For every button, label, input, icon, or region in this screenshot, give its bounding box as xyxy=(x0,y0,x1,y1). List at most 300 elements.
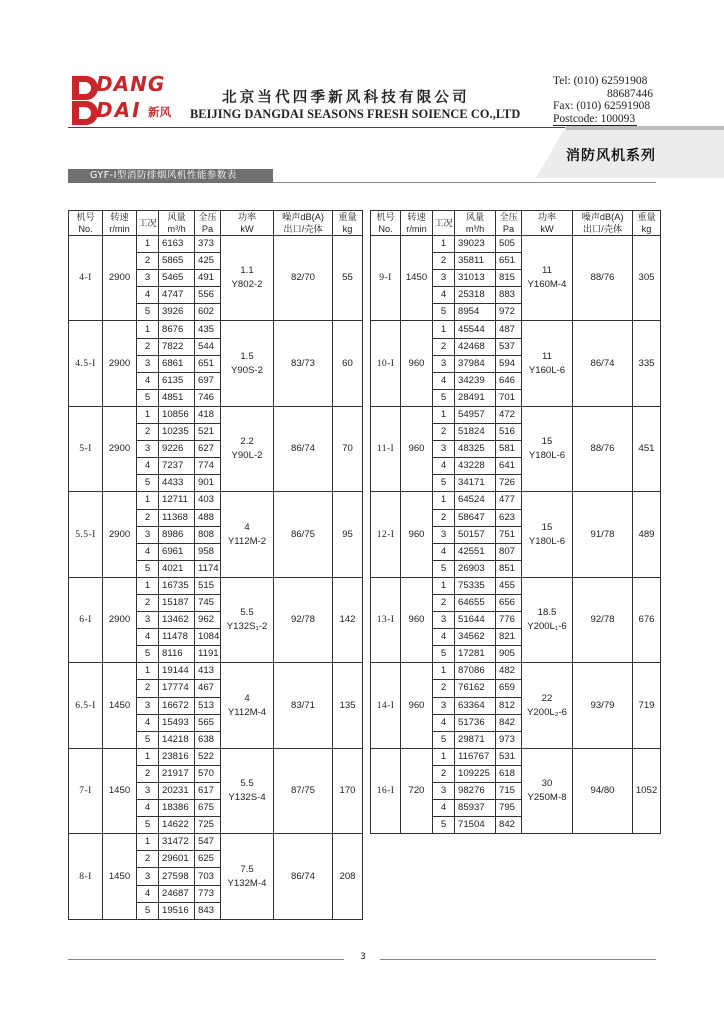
airflow-value: 23816 xyxy=(159,748,195,765)
left-header-power-line: kW xyxy=(240,224,254,234)
condition-index: 5 xyxy=(137,902,159,919)
right-header-model-line: No. xyxy=(378,224,393,234)
right-header-noise-line: 出口/壳体 xyxy=(582,224,623,234)
motor-model: Y802-2 xyxy=(231,279,263,291)
airflow-value: 34239 xyxy=(455,372,496,389)
power-kw: 11 xyxy=(542,265,552,277)
pressure-value: 638 xyxy=(195,731,221,748)
airflow-value: 31013 xyxy=(455,270,496,287)
airflow-value: 42468 xyxy=(455,338,496,355)
left-header-model xyxy=(69,211,103,236)
model-number: 13-I xyxy=(371,577,401,662)
condition-index: 3 xyxy=(433,355,455,372)
pressure-value: 544 xyxy=(195,338,221,355)
airflow-value: 51736 xyxy=(455,714,496,731)
condition-index: 3 xyxy=(137,526,159,543)
motor-model: Y200L₂-6 xyxy=(527,706,567,718)
condition-index: 3 xyxy=(433,270,455,287)
power-kw: 4 xyxy=(244,692,250,704)
right-header-power-line: kW xyxy=(540,224,554,234)
model-number: 12-I xyxy=(371,492,401,577)
airflow-value: 85937 xyxy=(455,800,496,817)
condition-index: 2 xyxy=(433,253,455,270)
airflow-value: 87086 xyxy=(455,663,496,680)
condition-index: 4 xyxy=(137,458,159,475)
rotation-speed: 1450 xyxy=(103,834,137,919)
table-row xyxy=(69,236,363,253)
condition-index: 5 xyxy=(433,389,455,406)
condition-index: 2 xyxy=(433,680,455,697)
left-header-power xyxy=(221,211,274,236)
pressure-value: 659 xyxy=(496,680,522,697)
power-cell xyxy=(221,663,274,748)
pressure-value: 425 xyxy=(195,253,221,270)
page-number: 3 xyxy=(360,952,366,962)
pressure-value: 812 xyxy=(496,697,522,714)
weight-value: 719 xyxy=(633,663,661,748)
condition-index: 4 xyxy=(137,543,159,560)
condition-index: 5 xyxy=(433,817,455,834)
motor-model: Y112M-4 xyxy=(227,706,267,718)
power-kw: 5.5 xyxy=(240,778,254,790)
condition-index: 3 xyxy=(137,868,159,885)
model-number: 5.5-I xyxy=(69,492,103,577)
power-cell xyxy=(522,492,573,577)
condition-index: 5 xyxy=(137,817,159,834)
condition-index: 3 xyxy=(433,697,455,714)
airflow-value: 7822 xyxy=(159,338,195,355)
pressure-value: 531 xyxy=(496,748,522,765)
pressure-value: 905 xyxy=(496,646,522,663)
left-header-noise xyxy=(274,211,333,236)
airflow-value: 27598 xyxy=(159,868,195,885)
model-number: 11-I xyxy=(371,406,401,491)
motor-model: Y200L₁-6 xyxy=(527,621,567,633)
pressure-value: 851 xyxy=(496,560,522,577)
pressure-value: 556 xyxy=(195,287,221,304)
condition-index: 2 xyxy=(433,765,455,782)
airflow-value: 26903 xyxy=(455,560,496,577)
pressure-value: 651 xyxy=(195,355,221,372)
rotation-speed: 1450 xyxy=(401,236,433,321)
noise-value: 86/74 xyxy=(573,321,633,406)
left-header-weight xyxy=(333,211,363,236)
pressure-value: 808 xyxy=(195,526,221,543)
airflow-value: 12711 xyxy=(159,492,195,509)
airflow-value: 3926 xyxy=(159,304,195,321)
motor-model: Y160L-6 xyxy=(528,364,566,376)
right-header-condition-line: 工况 xyxy=(434,218,453,228)
motor-model: Y160M-4 xyxy=(527,279,567,291)
power-kw: 15 xyxy=(541,521,553,533)
pressure-value: 646 xyxy=(496,372,522,389)
pressure-value: 641 xyxy=(496,458,522,475)
logo-text-dang: DANG xyxy=(96,72,166,96)
right-header-speed xyxy=(401,211,433,236)
noise-value: 87/75 xyxy=(274,748,333,833)
airflow-value: 25318 xyxy=(455,287,496,304)
right-header-noise-line: 噪声dB(A) xyxy=(581,212,624,222)
pressure-value: 467 xyxy=(195,680,221,697)
power-kw: 1.1 xyxy=(240,265,254,277)
pressure-value: 482 xyxy=(496,663,522,680)
model-number: 4-I xyxy=(69,236,103,321)
left-header-noise-line: 噪声dB(A) xyxy=(282,212,324,222)
airflow-value: 8676 xyxy=(159,321,195,338)
footer-rule-left xyxy=(68,959,344,960)
weight-value: 95 xyxy=(333,492,363,577)
model-number: 10-I xyxy=(371,321,401,406)
airflow-value: 11368 xyxy=(159,509,195,526)
airflow-value: 64524 xyxy=(455,492,496,509)
right-header-power-line: 功率 xyxy=(537,212,557,222)
power-kw: 2.2 xyxy=(240,436,254,448)
left-header-speed-line: r/min xyxy=(109,224,130,234)
left-header-airflow-line: m³/h xyxy=(167,224,186,234)
power-kw: 11 xyxy=(542,350,552,362)
condition-index: 1 xyxy=(433,406,455,423)
pressure-value: 487 xyxy=(496,321,522,338)
airflow-value: 98276 xyxy=(455,783,496,800)
pressure-value: 1191 xyxy=(195,646,221,663)
pressure-value: 1174 xyxy=(195,560,221,577)
condition-index: 1 xyxy=(433,321,455,338)
pressure-value: 962 xyxy=(195,612,221,629)
airflow-value: 16672 xyxy=(159,697,195,714)
condition-index: 5 xyxy=(137,475,159,492)
condition-index: 2 xyxy=(137,509,159,526)
pressure-value: 807 xyxy=(496,543,522,560)
table-row xyxy=(371,321,661,338)
airflow-value: 51644 xyxy=(455,612,496,629)
series-band-top xyxy=(566,126,724,130)
weight-value: 335 xyxy=(633,321,661,406)
motor-model: Y132M-4 xyxy=(227,877,267,889)
right-header-row xyxy=(371,211,661,236)
table-row xyxy=(371,492,661,509)
condition-index: 2 xyxy=(433,509,455,526)
model-number: 7-I xyxy=(69,748,103,833)
pressure-value: 701 xyxy=(496,389,522,406)
noise-value: 82/70 xyxy=(274,236,333,321)
power-cell xyxy=(522,663,573,748)
pressure-value: 1084 xyxy=(195,629,221,646)
table-row xyxy=(69,321,363,338)
condition-index: 1 xyxy=(137,577,159,594)
condition-index: 5 xyxy=(433,646,455,663)
airflow-value: 4851 xyxy=(159,389,195,406)
pressure-value: 842 xyxy=(496,817,522,834)
weight-value: 60 xyxy=(333,321,363,406)
weight-value: 55 xyxy=(333,236,363,321)
pressure-value: 565 xyxy=(195,714,221,731)
right-header-noise xyxy=(573,211,633,236)
noise-value: 88/76 xyxy=(573,406,633,491)
noise-value: 93/79 xyxy=(573,663,633,748)
airflow-value: 8954 xyxy=(455,304,496,321)
rotation-speed: 2900 xyxy=(103,236,137,321)
power-kw: 5.5 xyxy=(240,607,254,619)
condition-index: 3 xyxy=(137,270,159,287)
condition-index: 3 xyxy=(433,441,455,458)
airflow-value: 19144 xyxy=(159,663,195,680)
pressure-value: 656 xyxy=(496,594,522,611)
airflow-value: 4747 xyxy=(159,287,195,304)
model-number: 6-I xyxy=(69,577,103,662)
condition-index: 4 xyxy=(433,800,455,817)
right-header-power xyxy=(522,211,573,236)
condition-index: 3 xyxy=(137,612,159,629)
model-number: 14-I xyxy=(371,663,401,748)
condition-index: 4 xyxy=(137,287,159,304)
rotation-speed: 720 xyxy=(401,748,433,833)
airflow-value: 15187 xyxy=(159,594,195,611)
pressure-value: 513 xyxy=(195,697,221,714)
pressure-value: 627 xyxy=(195,441,221,458)
left-header-airflow-line: 风量 xyxy=(167,212,186,222)
condition-index: 3 xyxy=(137,783,159,800)
pressure-value: 725 xyxy=(195,817,221,834)
noise-value: 83/73 xyxy=(274,321,333,406)
airflow-value: 35811 xyxy=(455,253,496,270)
condition-index: 4 xyxy=(137,885,159,902)
table-row xyxy=(371,663,661,680)
condition-index: 1 xyxy=(433,492,455,509)
motor-model: Y250M-8 xyxy=(527,792,567,804)
condition-index: 4 xyxy=(137,372,159,389)
condition-index: 3 xyxy=(433,783,455,800)
condition-index: 4 xyxy=(137,714,159,731)
airflow-value: 63364 xyxy=(455,697,496,714)
logo-tag: 新风 xyxy=(148,105,171,119)
airflow-value: 109225 xyxy=(455,765,496,782)
right-header-weight-line: 重量 xyxy=(637,212,656,222)
airflow-value: 16735 xyxy=(159,577,195,594)
right-header-model xyxy=(371,211,401,236)
pressure-value: 843 xyxy=(195,902,221,919)
motor-model: Y90S-2 xyxy=(231,364,263,376)
left-header-noise-line: 出口/壳体 xyxy=(283,224,323,234)
pressure-value: 821 xyxy=(496,629,522,646)
noise-value: 86/75 xyxy=(274,492,333,577)
left-header-model-line: No. xyxy=(78,224,93,234)
weight-value: 1052 xyxy=(633,748,661,833)
rotation-speed: 2900 xyxy=(103,492,137,577)
condition-index: 5 xyxy=(137,560,159,577)
condition-index: 5 xyxy=(433,560,455,577)
contact-postcode: Postcode: 100093 xyxy=(553,112,636,125)
pressure-value: 581 xyxy=(496,441,522,458)
airflow-value: 48325 xyxy=(455,441,496,458)
left-header-weight-line: kg xyxy=(342,224,353,234)
condition-index: 4 xyxy=(137,800,159,817)
airflow-value: 34562 xyxy=(455,629,496,646)
pressure-value: 618 xyxy=(496,765,522,782)
airflow-value: 34171 xyxy=(455,475,496,492)
pressure-value: 958 xyxy=(195,543,221,560)
logo-text-dai: DAI xyxy=(96,98,142,122)
airflow-value: 29871 xyxy=(455,731,496,748)
noise-value: 92/78 xyxy=(274,577,333,662)
pressure-value: 472 xyxy=(496,406,522,423)
condition-index: 1 xyxy=(433,577,455,594)
power-cell xyxy=(221,748,274,833)
power-kw: 1.5 xyxy=(240,350,254,362)
noise-value: 86/74 xyxy=(274,834,333,919)
table-row xyxy=(371,577,661,594)
pressure-value: 776 xyxy=(496,612,522,629)
left-header-airflow xyxy=(159,211,195,236)
pressure-value: 815 xyxy=(496,270,522,287)
airflow-value: 6961 xyxy=(159,543,195,560)
pressure-value: 901 xyxy=(195,475,221,492)
rotation-speed: 1450 xyxy=(103,663,137,748)
airflow-value: 54957 xyxy=(455,406,496,423)
power-cell xyxy=(522,577,573,662)
condition-index: 1 xyxy=(433,663,455,680)
airflow-value: 58647 xyxy=(455,509,496,526)
weight-value: 676 xyxy=(633,577,661,662)
series-title: 消防风机系列 xyxy=(566,148,656,164)
pressure-value: 651 xyxy=(496,253,522,270)
condition-index: 1 xyxy=(433,236,455,253)
condition-index: 4 xyxy=(433,714,455,731)
model-number: 4.5-I xyxy=(69,321,103,406)
contact-block xyxy=(553,75,653,126)
pressure-value: 537 xyxy=(496,338,522,355)
noise-value: 83/71 xyxy=(274,663,333,748)
power-kw: 7.5 xyxy=(240,863,254,875)
pressure-value: 477 xyxy=(496,492,522,509)
airflow-value: 10235 xyxy=(159,424,195,441)
right-header-pressure xyxy=(496,211,522,236)
power-kw: 30 xyxy=(541,778,553,790)
condition-index: 3 xyxy=(137,355,159,372)
airflow-value: 17774 xyxy=(159,680,195,697)
right-header-weight xyxy=(633,211,661,236)
power-cell xyxy=(221,236,274,321)
weight-value: 142 xyxy=(333,577,363,662)
condition-index: 1 xyxy=(137,406,159,423)
performance-table-right xyxy=(370,210,661,834)
airflow-value: 76162 xyxy=(455,680,496,697)
condition-index: 2 xyxy=(137,765,159,782)
power-cell xyxy=(522,748,573,833)
condition-index: 5 xyxy=(137,389,159,406)
pressure-value: 570 xyxy=(195,765,221,782)
power-cell xyxy=(221,492,274,577)
pressure-value: 491 xyxy=(195,270,221,287)
pressure-value: 842 xyxy=(496,714,522,731)
power-kw: 18.5 xyxy=(537,607,557,619)
right-header-airflow-line: m³/h xyxy=(465,224,485,234)
title-rule xyxy=(273,182,656,183)
contact-tel-2: 88687446 xyxy=(607,87,653,100)
weight-value: 135 xyxy=(333,663,363,748)
condition-index: 2 xyxy=(137,424,159,441)
power-cell xyxy=(221,834,274,919)
condition-index: 5 xyxy=(433,731,455,748)
contact-tel: Tel: (010) 62591908 xyxy=(553,75,648,87)
condition-index: 4 xyxy=(433,543,455,560)
rotation-speed: 2900 xyxy=(103,577,137,662)
rotation-speed: 1450 xyxy=(103,748,137,833)
condition-index: 5 xyxy=(137,304,159,321)
motor-model: Y180L-6 xyxy=(528,535,566,547)
contact-fax: Fax: (010) 62591908 xyxy=(553,100,651,112)
noise-value: 86/74 xyxy=(274,406,333,491)
right-header-airflow xyxy=(455,211,496,236)
noise-value: 92/78 xyxy=(573,577,633,662)
rotation-speed: 960 xyxy=(401,492,433,577)
motor-model: Y132S₁-2 xyxy=(226,621,268,633)
pressure-value: 726 xyxy=(496,475,522,492)
condition-index: 2 xyxy=(433,424,455,441)
airflow-value: 18386 xyxy=(159,800,195,817)
condition-index: 1 xyxy=(433,748,455,765)
left-header-condition xyxy=(137,211,159,236)
airflow-value: 4433 xyxy=(159,475,195,492)
condition-index: 1 xyxy=(137,236,159,253)
airflow-value: 50157 xyxy=(455,526,496,543)
table-row xyxy=(69,834,363,851)
airflow-value: 31472 xyxy=(159,834,195,851)
right-header-model-line: 机号 xyxy=(376,212,395,222)
airflow-value: 21917 xyxy=(159,765,195,782)
airflow-value: 9226 xyxy=(159,441,195,458)
model-number: 9-I xyxy=(371,236,401,321)
condition-index: 3 xyxy=(137,441,159,458)
pressure-value: 413 xyxy=(195,663,221,680)
power-cell xyxy=(522,321,573,406)
rotation-speed: 2900 xyxy=(103,321,137,406)
rotation-speed: 2900 xyxy=(103,406,137,491)
condition-index: 2 xyxy=(137,338,159,355)
motor-model: Y180L-6 xyxy=(528,450,566,462)
condition-index: 1 xyxy=(137,663,159,680)
airflow-value: 6861 xyxy=(159,355,195,372)
power-kw: 4 xyxy=(244,521,250,533)
condition-index: 1 xyxy=(137,834,159,851)
left-header-pressure-line: Pa xyxy=(201,224,214,234)
condition-index: 3 xyxy=(433,526,455,543)
power-kw: 15 xyxy=(541,436,553,448)
condition-index: 3 xyxy=(137,697,159,714)
right-header-speed-line: r/min xyxy=(406,224,427,234)
airflow-value: 29601 xyxy=(159,851,195,868)
weight-value: 170 xyxy=(333,748,363,833)
company-name-en: BEIJING DANGDAI SEASONS FRESH SOIENCE CO.,LTD xyxy=(190,107,521,121)
left-header-model-line: 机号 xyxy=(76,212,95,222)
condition-index: 4 xyxy=(433,372,455,389)
left-header-speed-line: 转速 xyxy=(110,212,129,222)
pressure-value: 435 xyxy=(195,321,221,338)
condition-index: 5 xyxy=(433,475,455,492)
left-header-weight-line: 重量 xyxy=(338,212,357,222)
weight-value: 305 xyxy=(633,236,661,321)
airflow-value: 13462 xyxy=(159,612,195,629)
left-header-pressure xyxy=(195,211,221,236)
pressure-value: 373 xyxy=(195,236,221,253)
table-row xyxy=(371,748,661,765)
condition-index: 5 xyxy=(433,304,455,321)
table-row xyxy=(371,236,661,253)
table-row xyxy=(69,492,363,509)
airflow-value: 8986 xyxy=(159,526,195,543)
rotation-speed: 960 xyxy=(401,577,433,662)
pressure-value: 522 xyxy=(195,748,221,765)
condition-index: 2 xyxy=(433,338,455,355)
